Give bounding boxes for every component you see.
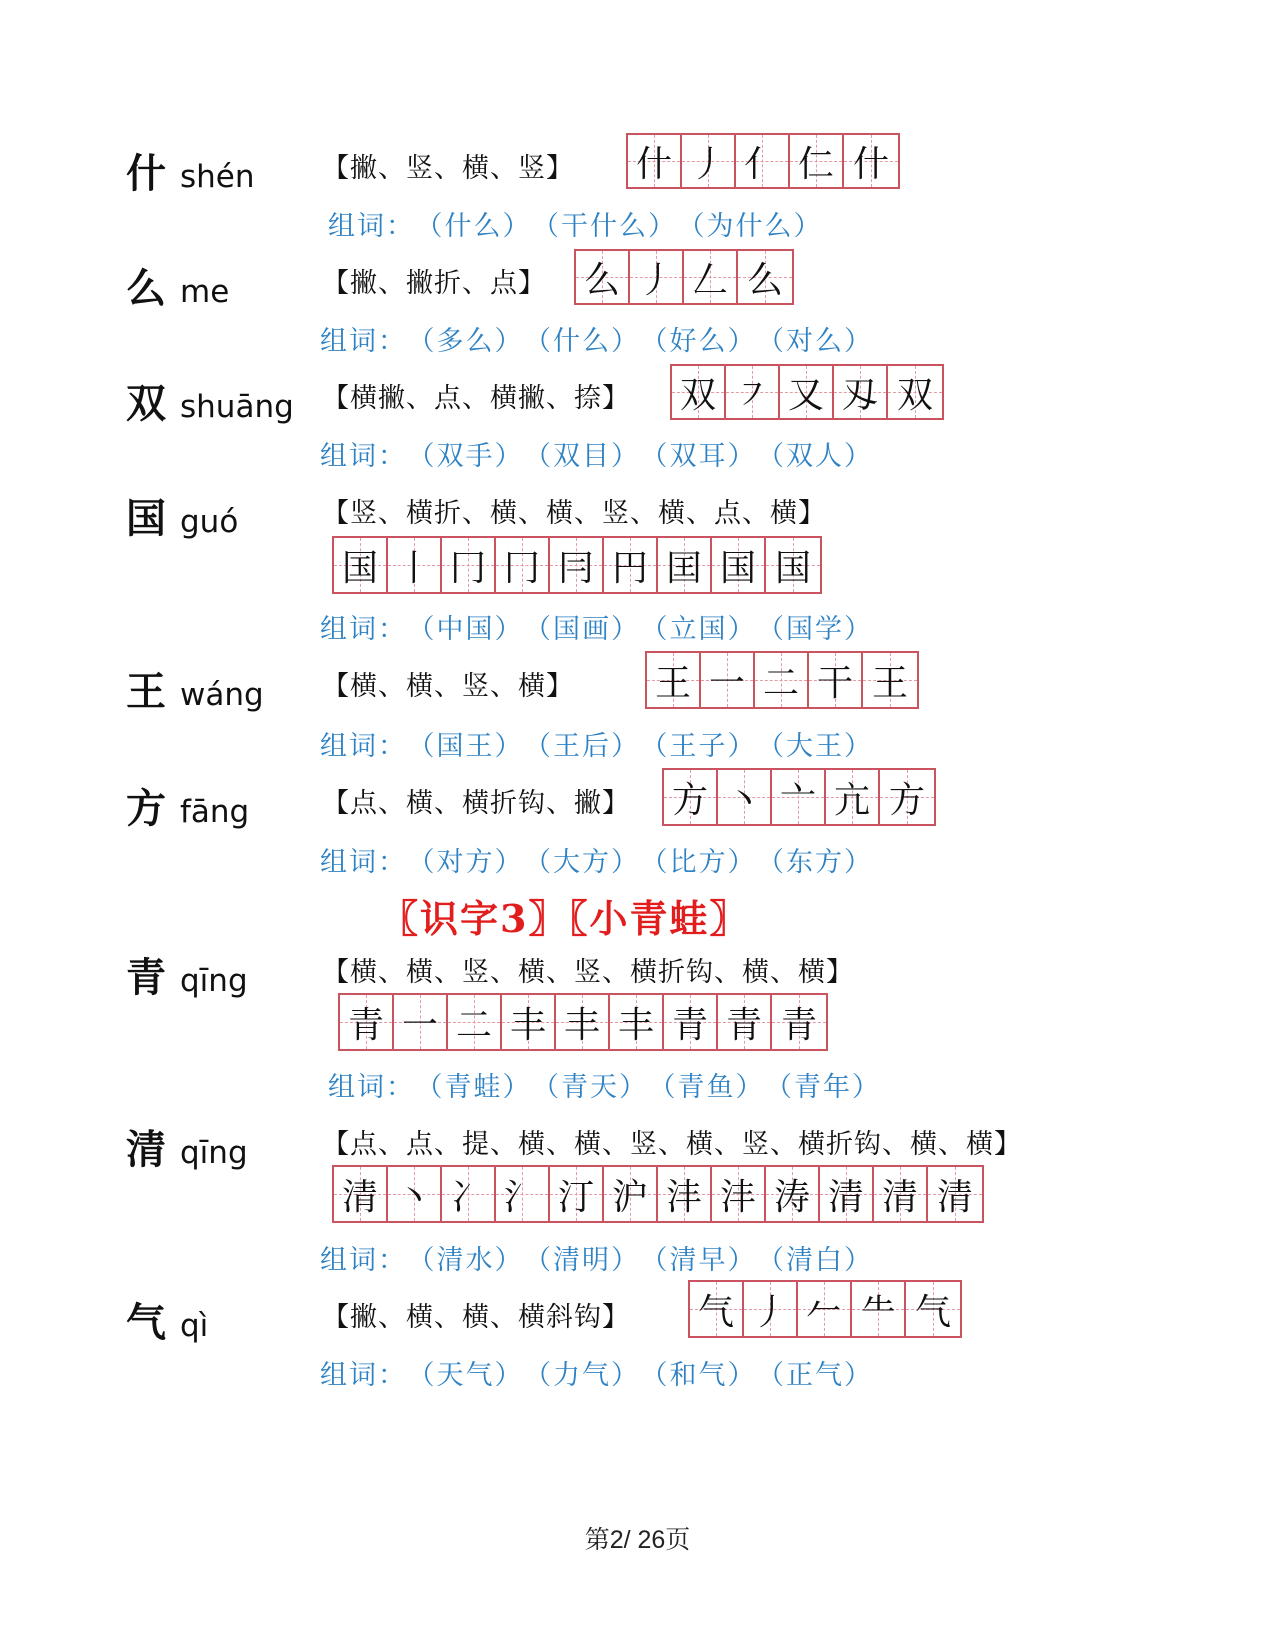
stroke-step: 清: [341, 1176, 378, 1218]
grid-cell: [712, 1167, 766, 1221]
word-item: （双手）: [421, 441, 524, 472]
stroke-step: 丶: [725, 779, 762, 821]
stroke-step: 什: [852, 143, 889, 185]
pinyin: fāng: [180, 794, 250, 830]
grid-cell: [844, 135, 898, 187]
grid-cell: [772, 995, 826, 1049]
stroke-step: 王: [654, 662, 691, 704]
stroke-step: 沪: [611, 1176, 648, 1218]
word-item: （清明）: [537, 1245, 640, 1276]
grid-cell: [664, 995, 718, 1049]
word-list: [320, 434, 873, 473]
word-list: [328, 204, 823, 243]
page-number: 第2/ 26页: [584, 1526, 691, 1554]
grid-cell: [701, 653, 755, 707]
grid-cell: [712, 538, 766, 592]
stroke-step: 么: [583, 259, 620, 301]
stroke-step: 一: [401, 1004, 438, 1046]
writing-grid: [626, 133, 900, 189]
pinyin: qīng: [180, 1135, 248, 1171]
stroke-step: 丶: [395, 1176, 432, 1218]
word-item: （干什么）: [545, 211, 677, 242]
stroke-step: 青: [725, 1004, 762, 1046]
grid-cell: [809, 653, 863, 707]
word-item: （什么）: [429, 211, 532, 242]
writing-grid: [338, 993, 828, 1051]
stroke-order: 【横、横、竖、横】: [322, 671, 574, 702]
character-heading: [126, 660, 264, 717]
stroke-order: 【撇、撇折、点】: [322, 268, 546, 299]
grid-cell: [448, 995, 502, 1049]
grid-cell: [772, 770, 826, 824]
pinyin: qì: [180, 1308, 209, 1344]
word-list: [320, 1238, 873, 1277]
character: 气: [126, 1299, 166, 1346]
grid-cell: [340, 995, 394, 1049]
stroke-step: 又: [787, 374, 824, 416]
character-heading: [126, 372, 294, 429]
grid-cell: [928, 1167, 982, 1221]
word-item: （清早）: [654, 1245, 757, 1276]
grid-cell: [672, 366, 726, 418]
stroke-step: 清: [936, 1176, 973, 1218]
word-label: 组词：: [328, 211, 415, 242]
grid-cell: [888, 366, 942, 418]
grid-cell: [820, 1167, 874, 1221]
writing-grid: [332, 536, 822, 594]
word-item: （东方）: [770, 847, 873, 878]
stroke-step: 亻: [743, 143, 780, 185]
stroke-step: 干: [816, 662, 853, 704]
word-label: 组词：: [320, 441, 407, 472]
word-item: （双人）: [770, 441, 873, 472]
grid-cell: [334, 1167, 388, 1221]
grid-cell: [874, 1167, 928, 1221]
stroke-step: 双: [896, 374, 933, 416]
stroke-step: 么: [746, 259, 783, 301]
stroke-step: 𠂉: [805, 1291, 842, 1333]
word-item: （青年）: [778, 1072, 881, 1103]
pinyin: shén: [180, 159, 255, 195]
stroke-step: 气: [697, 1291, 734, 1333]
word-label: 组词：: [320, 326, 407, 357]
pinyin: guó: [180, 504, 239, 540]
grid-cell: [718, 770, 772, 824]
word-item: （对么）: [770, 326, 873, 357]
character: 王: [126, 668, 166, 715]
stroke-step: 丰: [563, 1004, 600, 1046]
grid-cell: [736, 135, 790, 187]
word-item: （国画）: [537, 614, 640, 645]
grid-cell: [726, 366, 780, 418]
grid-cell: [780, 366, 834, 418]
grid-cell: [658, 538, 712, 592]
grid-cell: [744, 1282, 798, 1336]
writing-grid: [688, 1280, 962, 1338]
grid-cell: [863, 653, 917, 707]
stroke-step: 丨: [395, 547, 432, 589]
stroke-step: 冫: [449, 1176, 486, 1218]
stroke-step: 冂: [449, 547, 486, 589]
word-item: （青天）: [545, 1072, 648, 1103]
word-item: （王子）: [654, 731, 757, 762]
word-item: （为什么）: [691, 211, 823, 242]
stroke-step: 円: [611, 547, 648, 589]
stroke-step: 亠: [779, 779, 816, 821]
grid-cell: [604, 538, 658, 592]
word-item: （比方）: [654, 847, 757, 878]
word-item: （清水）: [421, 1245, 524, 1276]
pinyin: qīng: [180, 963, 248, 999]
grid-cell: [852, 1282, 906, 1336]
character: 方: [126, 785, 166, 832]
word-item: （大方）: [537, 847, 640, 878]
word-label: 组词：: [320, 731, 407, 762]
grid-cell: [826, 770, 880, 824]
word-item: （好么）: [654, 326, 757, 357]
word-item: （天气）: [421, 1360, 524, 1391]
word-list: [320, 1353, 873, 1392]
grid-cell: [394, 995, 448, 1049]
grid-cell: [442, 1167, 496, 1221]
character: 么: [126, 265, 166, 312]
character: 什: [126, 150, 166, 197]
grid-cell: [658, 1167, 712, 1221]
character: 青: [126, 954, 166, 1001]
stroke-step: 国: [719, 547, 756, 589]
writing-grid: [670, 364, 944, 420]
stroke-step: 丿: [637, 259, 674, 301]
word-item: （青鱼）: [662, 1072, 765, 1103]
word-item: （大王）: [770, 731, 873, 762]
stroke-step: 青: [671, 1004, 708, 1046]
grid-cell: [798, 1282, 852, 1336]
stroke-step: 冂: [503, 547, 540, 589]
word-list: [320, 319, 873, 358]
grid-cell: [442, 538, 496, 592]
word-list: [320, 724, 873, 763]
stroke-step: 青: [347, 1004, 384, 1046]
stroke-order: 【撇、竖、横、竖】: [322, 153, 574, 184]
word-item: （王后）: [537, 731, 640, 762]
writing-grid: [574, 249, 794, 305]
stroke-step: ⺧: [859, 1291, 896, 1333]
character: 清: [126, 1126, 166, 1173]
word-item: （中国）: [421, 614, 524, 645]
stroke-order: 【撇、横、横、横斜钩】: [322, 1302, 630, 1333]
writing-grid: [662, 768, 936, 826]
word-item: （青蛙）: [429, 1072, 532, 1103]
grid-cell: [334, 538, 388, 592]
grid-cell: [550, 1167, 604, 1221]
stroke-order: 【点、点、提、横、横、竖、横、竖、横折钩、横、横】: [322, 1129, 1022, 1160]
stroke-order: 【横撇、点、横撇、捺】: [322, 383, 630, 414]
stroke-step: 王: [871, 662, 908, 704]
word-item: （双目）: [537, 441, 640, 472]
grid-cell: [766, 538, 820, 592]
pinyin: wáng: [180, 677, 264, 713]
grid-cell: [738, 251, 792, 303]
word-item: （和气）: [654, 1360, 757, 1391]
pinyin: shuāng: [180, 389, 294, 425]
word-item: （力气）: [537, 1360, 640, 1391]
section-title: 〖识字3〗〖小青蛙〗: [380, 896, 750, 941]
stroke-step: 刄: [841, 374, 878, 416]
word-list: [328, 1065, 881, 1104]
grid-cell: [690, 1282, 744, 1336]
writing-grid: [645, 651, 919, 709]
stroke-step: 沣: [665, 1176, 702, 1218]
grid-cell: [906, 1282, 960, 1336]
stroke-step: 青: [780, 1004, 817, 1046]
grid-cell: [755, 653, 809, 707]
stroke-step: 丿: [751, 1291, 788, 1333]
stroke-step: 丰: [509, 1004, 546, 1046]
stroke-step: 涛: [773, 1176, 810, 1218]
grid-cell: [718, 995, 772, 1049]
character-heading: [126, 1291, 208, 1348]
character-heading: [126, 1118, 248, 1175]
grid-cell: [576, 251, 630, 303]
grid-cell: [664, 770, 718, 824]
stroke-step: 二: [455, 1004, 492, 1046]
character-heading: [126, 946, 248, 1003]
word-label: 组词：: [320, 1360, 407, 1391]
grid-cell: [790, 135, 844, 187]
stroke-step: 方: [671, 779, 708, 821]
stroke-step: 国: [774, 547, 811, 589]
word-item: （多么）: [421, 326, 524, 357]
word-label: 组词：: [320, 614, 407, 645]
writing-grid: [332, 1165, 984, 1223]
stroke-step: 双: [679, 374, 716, 416]
word-item: （正气）: [770, 1360, 873, 1391]
grid-cell: [604, 1167, 658, 1221]
stroke-step: 氵: [503, 1176, 540, 1218]
word-label: 组词：: [320, 847, 407, 878]
word-label: 组词：: [320, 1245, 407, 1276]
stroke-order: 【点、横、横折钩、撇】: [322, 788, 630, 819]
stroke-step: 二: [762, 662, 799, 704]
stroke-step: 𠃋: [691, 259, 728, 301]
character: 双: [126, 380, 166, 427]
word-list: [320, 607, 873, 646]
pinyin: me: [180, 274, 230, 310]
grid-cell: [628, 135, 682, 187]
stroke-step: 一: [708, 662, 745, 704]
stroke-step: 清: [827, 1176, 864, 1218]
character-heading: [126, 777, 249, 834]
character-heading: [126, 142, 255, 199]
stroke-step: 仁: [797, 143, 834, 185]
stroke-step: 方: [888, 779, 925, 821]
stroke-step: 丿: [689, 143, 726, 185]
word-item: （国学）: [770, 614, 873, 645]
grid-cell: [502, 995, 556, 1049]
word-item: （对方）: [421, 847, 524, 878]
word-item: （什么）: [537, 326, 640, 357]
character-heading: [126, 257, 229, 314]
stroke-step: 汀: [557, 1176, 594, 1218]
stroke-step: 气: [914, 1291, 951, 1333]
stroke-step: 丰: [617, 1004, 654, 1046]
grid-cell: [647, 653, 701, 707]
grid-cell: [834, 366, 888, 418]
grid-cell: [388, 538, 442, 592]
grid-cell: [388, 1167, 442, 1221]
grid-cell: [610, 995, 664, 1049]
word-list: [320, 840, 873, 879]
word-label: 组词：: [328, 1072, 415, 1103]
character-heading: [126, 487, 238, 544]
grid-cell: [880, 770, 934, 824]
grid-cell: [550, 538, 604, 592]
stroke-step: 亢: [833, 779, 870, 821]
stroke-step: 冃: [557, 547, 594, 589]
word-item: （清白）: [770, 1245, 873, 1276]
grid-cell: [630, 251, 684, 303]
stroke-step: 清: [881, 1176, 918, 1218]
stroke-step: 什: [635, 143, 672, 185]
stroke-step: 国: [341, 547, 378, 589]
stroke-step: ㇇: [733, 374, 770, 416]
grid-cell: [684, 251, 738, 303]
grid-cell: [766, 1167, 820, 1221]
stroke-order: 【竖、横折、横、横、竖、横、点、横】: [322, 498, 826, 529]
word-item: （国王）: [421, 731, 524, 762]
character: 国: [126, 495, 166, 542]
grid-cell: [496, 538, 550, 592]
word-item: （立国）: [654, 614, 757, 645]
stroke-order: 【横、横、竖、横、竖、横折钩、横、横】: [322, 957, 854, 988]
stroke-step: 囯: [665, 547, 702, 589]
word-item: （双耳）: [654, 441, 757, 472]
grid-cell: [682, 135, 736, 187]
stroke-step: 沣: [719, 1176, 756, 1218]
grid-cell: [556, 995, 610, 1049]
grid-cell: [496, 1167, 550, 1221]
